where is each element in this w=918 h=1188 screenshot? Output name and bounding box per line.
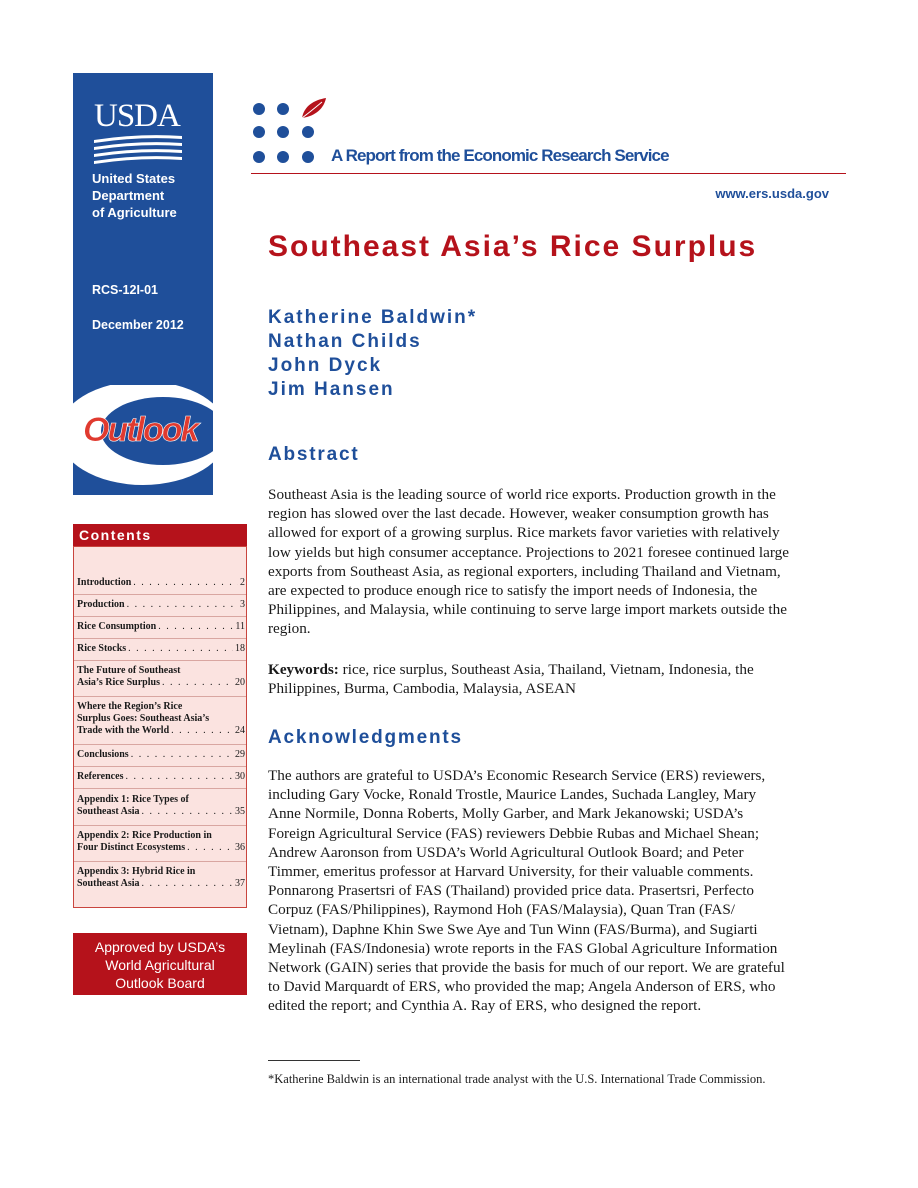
toc-leader-dots — [128, 643, 233, 655]
author-list — [268, 306, 477, 402]
text-line: Timmer, emeritus professor at Harvard University, for their valuable comments. — [268, 863, 754, 881]
toc-entry-label: Trade with the World — [77, 725, 170, 736]
toc-entry-label: Asia’s Rice Surplus — [77, 677, 160, 688]
toc-page-number: 35 — [235, 806, 245, 817]
outlook-logo-text: Outlook — [83, 411, 198, 449]
report-number: RCS-12I-01 — [92, 283, 158, 297]
toc-divider — [74, 638, 246, 639]
text-line: low yields but high consumer acceptance. Projections to 2021 foresee continued large — [268, 543, 790, 561]
text-line: Meylinah (FAS/Indonesia) wrote reports in the FAS Global Agriculture Information — [268, 939, 778, 957]
text-line: region has slowed over the last decade. However, weaker consumption growth has — [268, 505, 769, 523]
table-of-contents — [73, 546, 247, 908]
toc-entry[interactable] — [77, 621, 245, 633]
footnote-divider — [268, 1060, 360, 1061]
toc-leader-dots — [125, 771, 233, 783]
text-line: region. — [268, 620, 311, 638]
toc-divider — [74, 744, 246, 745]
toc-entry-label: Conclusions — [77, 749, 129, 760]
keywords: Keywords: rice, rice surplus, Southeast Asia, Thailand, Vietnam, Indonesia, the Philippines, Burma, Cambodia, Malaysia, ASEAN — [268, 661, 754, 698]
text-line: Anne Normile, Donna Roberts, Molly Garber, and Mark Jekanowski; USDA’s — [268, 805, 744, 823]
toc-entry[interactable] — [77, 866, 245, 890]
toc-divider — [74, 766, 246, 767]
text-line: allowed for export of a growing surplus. Rice markets favor varieties with relatively — [268, 524, 780, 542]
toc-entry-label: Appendix 3: Hybrid Rice in — [77, 866, 196, 877]
acknowledgments-heading: Acknowledgments — [268, 727, 463, 748]
toc-entry[interactable] — [77, 830, 245, 854]
toc-page-number: 18 — [235, 643, 245, 654]
outlook-logo — [73, 385, 213, 495]
text-line: Network (GAIN) series that provide the basis for much of our report. We are grateful — [268, 959, 785, 977]
abstract-heading: Abstract — [268, 444, 360, 465]
toc-entry[interactable] — [77, 771, 245, 783]
toc-entry-label: Rice Consumption — [77, 621, 157, 632]
approval-badge: Approved by USDA’s World Agricultural Outlook Board — [73, 933, 247, 995]
toc-divider — [74, 616, 246, 617]
toc-entry-label: Where the Region’s Rice — [77, 701, 183, 712]
toc-divider — [74, 660, 246, 661]
text-line: Corpuz (FAS/Philippines), Raymond Hoh (FAS/Malaysia), Quan Tran (FAS/ — [268, 901, 736, 919]
text-line: including Gary Vocke, Ronald Trostle, Maurice Landes, Suchada Langley, Mary — [268, 786, 757, 804]
report-title: Southeast Asia’s Rice Surplus — [268, 230, 758, 263]
toc-entry-label: The Future of Southeast — [77, 665, 181, 676]
text-line: Vietnam), Daphne Khin Swe Swe Aye and Tun Winn (FAS/Burma), and Sugiarti — [268, 920, 758, 938]
toc-page-number: 11 — [235, 621, 245, 632]
toc-entry-label: Production — [77, 599, 125, 610]
toc-entry[interactable] — [77, 643, 245, 655]
text-line: Ponnarong Prasertsri of FAS (Thailand) provided price data. Prasertsri, Perfecto — [268, 882, 755, 900]
text-line: to David Marquardt of ERS, who provided the map; Angela Anderson of ERS, who — [268, 978, 776, 996]
toc-leader-dots — [162, 677, 233, 689]
toc-divider — [74, 861, 246, 862]
toc-leader-dots — [187, 842, 233, 854]
author-name: Jim Hansen — [268, 379, 395, 400]
toc-page-number: 20 — [235, 677, 245, 688]
toc-leader-dots — [133, 577, 238, 589]
usda-logo-stripes-icon — [94, 100, 186, 166]
toc-divider — [74, 825, 246, 826]
text-line: Southeast Asia is the leading source of world rice exports. Production growth in the — [268, 486, 776, 503]
toc-leader-dots — [127, 599, 238, 611]
author-name: John Dyck — [268, 355, 383, 376]
toc-entry-label: Appendix 2: Rice Production in — [77, 830, 212, 841]
keywords-label: Keywords: — [268, 661, 339, 678]
usda-logo — [94, 100, 186, 166]
agency-name: United States Department of Agriculture — [92, 171, 177, 220]
toc-page-number: 30 — [235, 771, 245, 782]
usda-logo-text: USDA — [94, 98, 180, 134]
text-line: edited the report; and Cynthia A. Ray of ERS, who designed the report. — [268, 997, 702, 1015]
toc-entry-label: Surplus Goes: Southeast Asia’s — [77, 713, 210, 724]
text-line: The authors are grateful to USDA’s Economic Research Service (ERS) reviewers, — [268, 767, 766, 784]
text-line: exports from Southeast Asia, as regional exporters, including Thailand and Vietnam, — [268, 562, 781, 580]
toc-entry-label: Appendix 1: Rice Types of — [77, 794, 189, 805]
toc-leader-dots — [142, 806, 233, 818]
toc-entry[interactable] — [77, 665, 245, 689]
toc-page-number: 2 — [240, 577, 245, 588]
author-name: Katherine Baldwin* — [268, 307, 478, 328]
author-name: Nathan Childs — [268, 331, 422, 352]
toc-entry-label: Introduction — [77, 577, 132, 588]
toc-divider — [74, 696, 246, 697]
toc-divider — [74, 788, 246, 789]
toc-entry[interactable] — [77, 577, 245, 589]
toc-page-number: 24 — [235, 725, 245, 736]
toc-entry-label: Four Distinct Ecosystems — [77, 842, 186, 853]
toc-entry[interactable] — [77, 599, 245, 611]
toc-entry-label: References — [77, 771, 124, 782]
ers-tagline: A Report from the Economic Research Service — [331, 146, 669, 165]
acknowledgments-text — [268, 766, 848, 1016]
toc-entry[interactable] — [77, 749, 245, 761]
abstract-text — [268, 485, 848, 639]
toc-page-number: 37 — [235, 878, 245, 889]
text-line: Andrew Aaronson from USDA’s World Agricultural Outlook Board; and Peter — [268, 843, 744, 861]
toc-page-number: 36 — [235, 842, 245, 853]
text-line: Foreign Agricultural Service (FAS) reviewers Debbie Rubas and Michael Shean; — [268, 824, 760, 842]
toc-leader-dots — [131, 749, 233, 761]
text-line: Philippines, and Malaysia, while continuing to serve large import markets outside the — [268, 601, 787, 619]
toc-leader-dots — [142, 878, 233, 890]
toc-leader-dots — [158, 621, 233, 633]
contents-heading: Contents — [73, 524, 247, 546]
toc-entry-label: Southeast Asia — [77, 878, 140, 889]
toc-entry-label: Southeast Asia — [77, 806, 140, 817]
toc-page-number: 29 — [235, 749, 245, 760]
toc-page-number: 3 — [240, 599, 245, 610]
ers-dots-logo-icon — [250, 98, 330, 168]
ers-website-link[interactable]: www.ers.usda.gov — [715, 186, 829, 201]
toc-entry[interactable] — [77, 701, 245, 737]
toc-leader-dots — [171, 725, 233, 737]
toc-entry[interactable] — [77, 794, 245, 818]
report-date: December 2012 — [92, 318, 184, 332]
header-divider — [251, 173, 846, 174]
footnote: *Katherine Baldwin is an international trade analyst with the U.S. International Trade Commission. — [268, 1072, 766, 1086]
text-line: are expected to produce enough rice to satisfy the import needs of Indonesia, the — [268, 582, 758, 600]
toc-entry-label: Rice Stocks — [77, 643, 127, 654]
toc-divider — [74, 594, 246, 595]
